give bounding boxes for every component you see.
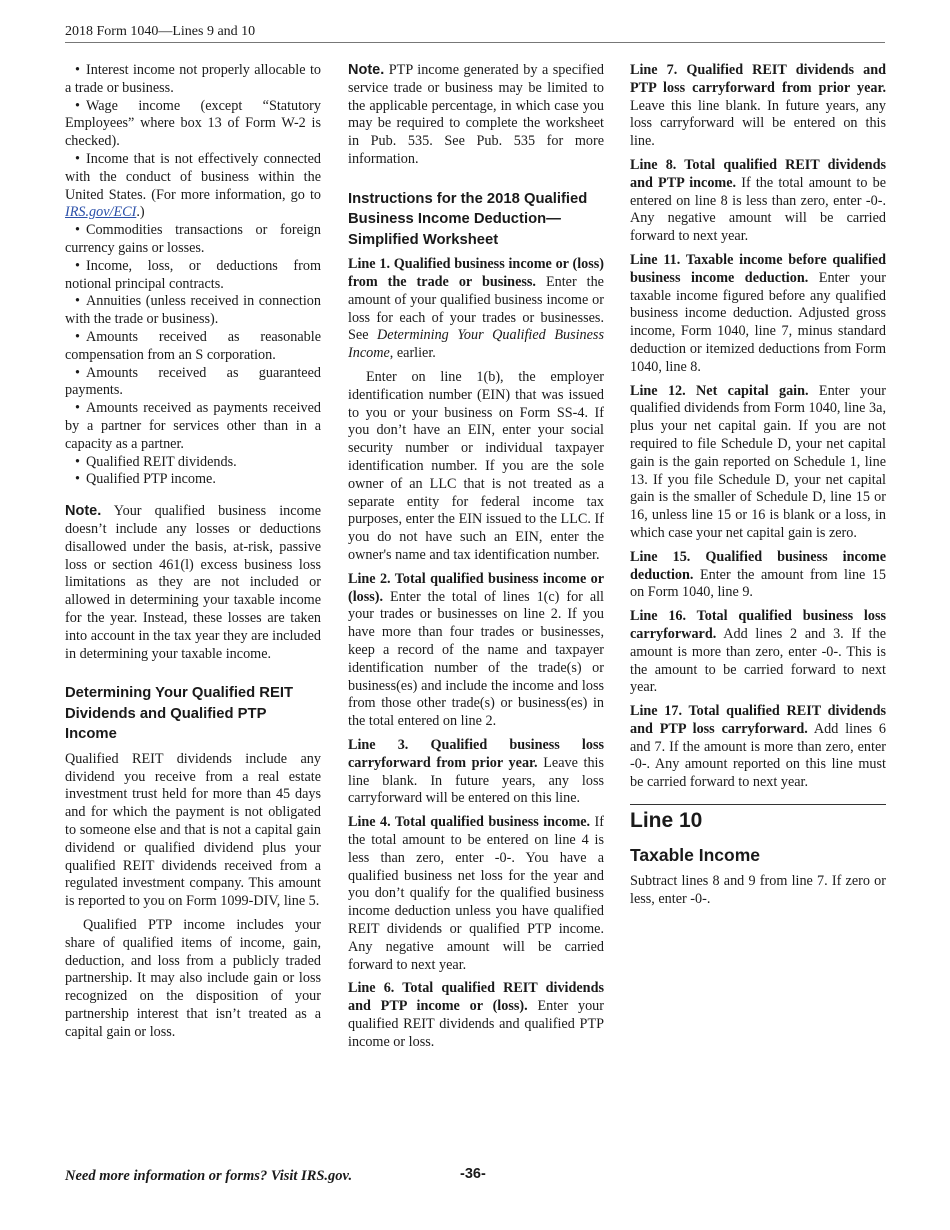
line-6-instruction <box>348 980 604 1051</box>
bullet-item <box>65 151 321 222</box>
line-8-instruction <box>630 157 886 246</box>
line-17-instruction <box>630 703 886 792</box>
irs-eci-link[interactable]: IRS.gov/ECI <box>65 204 137 221</box>
line-16-instruction <box>630 608 886 697</box>
line-text: Leave this line blank. In future years, any loss carryforward will be entered on this line. <box>630 97 886 150</box>
line-text: If the total amount to be entered on line 8 is less than zero, enter -0-. Any negative amount will be carried forward to next year. <box>630 174 886 245</box>
line-10-text: Subtract lines 8 and 9 from line 7. If zero or less, enter -0-. <box>630 873 886 907</box>
line-text: Leave this line blank. In future years, any loss carryforward will be entered on this line. <box>348 754 605 807</box>
section-divider <box>630 804 886 909</box>
line-text: Enter your qualified REIT dividends and qualified PTP income or loss. <box>348 998 604 1050</box>
bullet-item: • Interest income not properly allocable to a trade or business. <box>65 62 321 98</box>
line-lead: Line 17. Total qualified REIT dividends and PTP loss carryforward. <box>630 703 886 737</box>
bullet-item: • Amounts received as guaranteed payments. <box>65 365 321 401</box>
note-text: PTP income generated by a specified service trade or business may be limited to the applicable percentage, in which case you may be required to complete the worksheet in Pub. 535. See Pub. 535 for more information. <box>348 62 604 167</box>
running-header <box>65 24 885 43</box>
line-10-title: Line 10 <box>630 809 703 833</box>
column-right <box>630 62 886 909</box>
page-number: -36- <box>460 1166 486 1182</box>
line-lead: Line 12. Net capital gain. <box>630 382 809 399</box>
line-text: Enter your taxable income figured before any qualified business income deduction. Adjusted gross income, Form 1040, line 7, minus standard deduction or itemized deductions from Form 1040, line 8. <box>630 269 887 375</box>
note-label: Note. <box>65 503 102 520</box>
line-lead: Line 16. Total qualified business loss carryforward. <box>630 608 886 642</box>
line-lead: Line 8. Total qualified REIT dividends and PTP income. <box>630 156 886 191</box>
note-text: Your qualified business income doesn’t include any losses or deductions disallowed under the basis, at-risk, passive loss or section 461(l) excess business loss limitations as they are not included or allowed in determining your taxable income for the year. Instead, these losses are taken into account in the tax year they are included in determining your taxable income. <box>65 503 321 662</box>
bullet-item: • Qualified REIT dividends. <box>65 454 321 472</box>
paragraph: Enter on line 1(b), the employer identification number (EIN) that was issued to you or your business on Form SS-4. If you don’t have an EIN, enter your social security number or individual taxpayer identification number. If you are the sole owner of an LLC that is not treated as a separate entity for federal income tax purposes, enter the EIN issued to the LLC. If you do not have such an EIN, enter the owner's name and tax identification number. <box>348 369 604 564</box>
running-head-text: 2018 Form 1040—Lines 9 and 10 <box>65 24 256 39</box>
bullet-item: • Qualified PTP income. <box>65 471 321 489</box>
line-lead: Line 11. Taxable income before qualified business income deduction. <box>630 251 886 286</box>
line-lead: Line 3. Qualified business loss carryforward from prior year. <box>348 737 604 771</box>
bullet-item: • Income, loss, or deductions from notional principal contracts. <box>65 258 321 294</box>
line-lead: Line 7. Qualified REIT dividends and PTP loss carryforward from prior year. <box>630 62 886 96</box>
taxable-income-subtitle: Taxable Income <box>630 845 761 866</box>
line-text: If the total amount to be entered on line 4 is less than zero, enter -0-. You have a qualified business net loss for the year and you don’t qualify for the qualified business income deduction unless you have qualified REIT dividends or qualified PTP income. Any negative amount will be carried forward to next year. <box>348 814 604 973</box>
line-lead: Line 4. Total qualified business income. <box>348 814 591 831</box>
line-15-instruction <box>630 549 886 602</box>
column-middle <box>348 62 604 1052</box>
bullet-item: • Amounts received as payments received by a partner for services other than in a capacity as a partner. <box>65 400 321 453</box>
bullet-item: • Annuities (unless received in connection with the trade or business). <box>65 293 321 329</box>
column-left <box>65 62 321 1042</box>
line-12-instruction <box>630 383 886 543</box>
footer-more-info: Need more information or forms? Visit IRS.gov. <box>65 1168 353 1184</box>
bullet-item: • Wage income (except “Statutory Employees” where box 13 of Form W-2 is checked). <box>65 98 321 151</box>
bullet-item: • Commodities transactions or foreign currency gains or losses. <box>65 222 321 258</box>
section-heading-worksheet: Instructions for the 2018 Qualified Business Income Deduction—Simplified Worksheet <box>348 190 588 248</box>
line-text: Add lines 6 and 7. If the amount is more than zero, enter -0-. Any amount reported on this line must be carried forward to next year. <box>630 720 886 791</box>
paragraph: Qualified PTP income includes your share of qualified items of income, gain, deduction, and loss from a publicly traded partnership. It may also include gain or loss recognized on the disposition of your partnership interest that isn’t treated as a capital gain or loss. <box>65 916 321 1040</box>
line-lead: Line 1. Qualified business income or (loss) from the trade or business. <box>348 256 604 291</box>
bullet-text-end: .) <box>136 204 145 221</box>
line-lead: Line 2. Total qualified business income or (loss). <box>348 570 604 605</box>
line-text: Enter the amount from line 15 on Form 1040, line 9. <box>630 566 886 601</box>
line-1-instruction <box>348 256 604 363</box>
line-text: Add lines 2 and 3. If the amount is more than zero, enter -0-. This is the amount to be carried forward to next year. <box>630 625 886 696</box>
line-text: Enter your qualified dividends from Form 1040, line 3a, plus your net capital gain. If you are not required to file Schedule D, your net capital gain is the gain reported on Schedule 1, line 13. If you file Schedule D, your net capital gain is the smaller of Schedule D, line 15 or 16, unless line 15 or 16 is blank or a loss, in which case your net capital gain is zero. <box>630 382 886 541</box>
line-11-instruction <box>630 252 886 377</box>
note-paragraph <box>348 62 604 169</box>
line-italic-ref: Determining Your Qualified Business Income <box>348 327 604 362</box>
note-label: Note. <box>348 62 385 78</box>
section-heading-reit-ptp: Determining Your Qualified REIT Dividends and Qualified PTP Income <box>65 685 294 743</box>
line-lead: Line 6. Total qualified REIT dividends and PTP income or (loss). <box>348 980 604 1015</box>
line-text: Enter the amount of your qualified business income or loss for each of your trades or businesses. See <box>348 274 604 344</box>
line-text-end: , earlier. <box>389 345 436 362</box>
line-2-instruction <box>348 571 604 731</box>
bullet-item: • Amounts received as reasonable compensation from an S corporation. <box>65 329 321 365</box>
paragraph: Qualified REIT dividends include any dividend you receive from a real estate investment trust held for more than 45 days and for which the payment is not obligated to someone else and that is not a capital gain dividend or qualified dividend plus your qualified REIT dividends received from a regulated investment company. This amount is reported to you on Form 1099-DIV, line 5. <box>65 750 321 910</box>
line-lead: Line 15. Qualified business income deduction. <box>630 548 886 583</box>
line-3-instruction <box>348 737 604 808</box>
line-4-instruction <box>348 814 604 974</box>
bullet-text: Income that is not effectively connected with the conduct of business within the United States. (For more information, go to <box>65 150 321 203</box>
note-paragraph <box>65 503 321 663</box>
line-text: Enter the total of lines 1(c) for all your trades or businesses on line 2. If you have more than four trades or businesses, keep a record of the name and taxpayer identification number of the trade(s) or business(es) and include the income and loss from those other trade(s) or business(es) in the total entered on line 2. <box>348 588 604 730</box>
line-7-instruction <box>630 62 886 151</box>
